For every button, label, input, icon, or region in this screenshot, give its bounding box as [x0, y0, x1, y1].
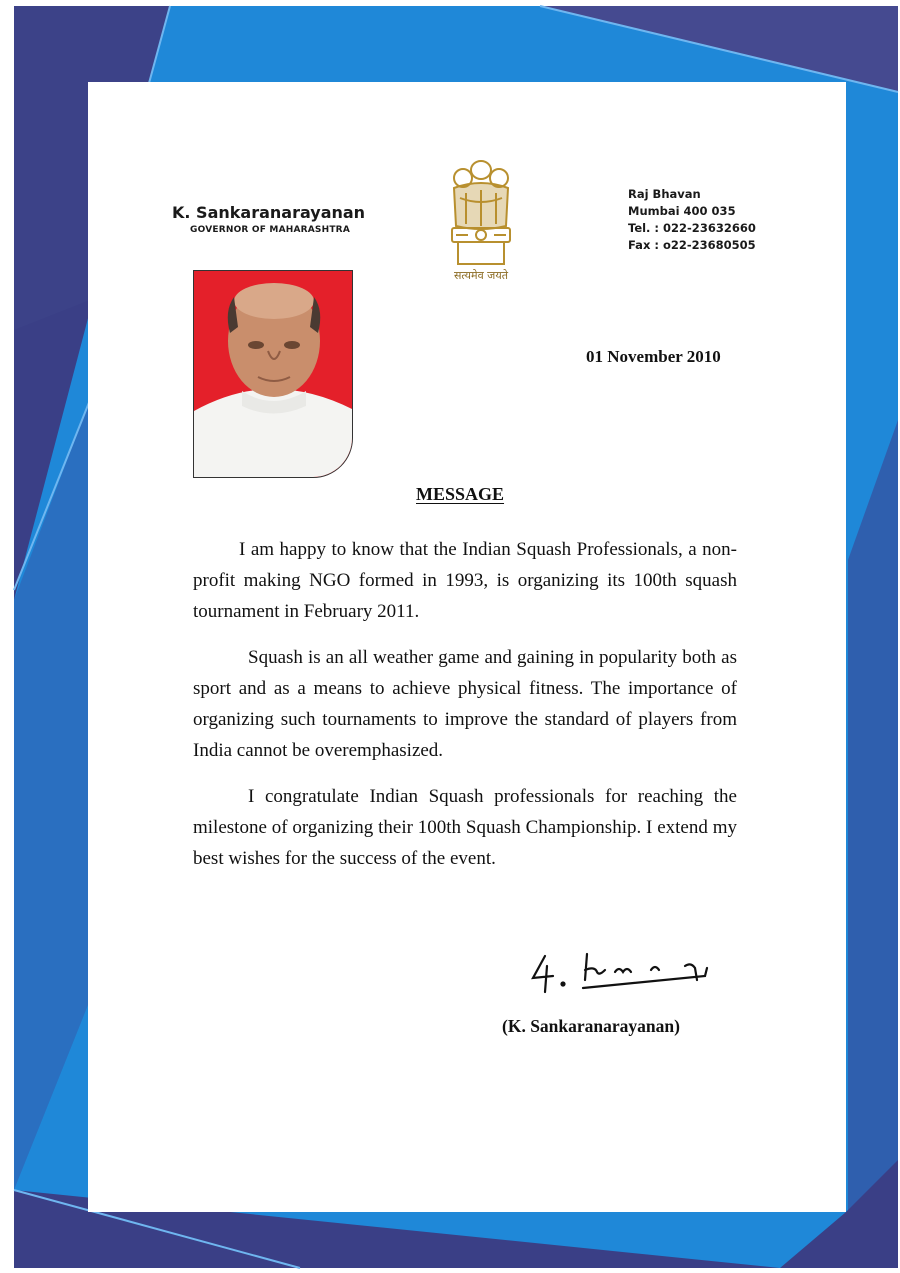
telephone: Tel. : 022-23632660 [628, 221, 756, 235]
national-emblem-icon [436, 148, 526, 288]
message-heading: MESSAGE [416, 484, 505, 504]
handwritten-signature [525, 936, 725, 1006]
paragraph-3: I congratulate Indian Squash professionals for reaching the milestone of organizing their 100th Squash Championship. I extend my best wishes for the success of the event. [193, 786, 737, 869]
emblem-motto: सत्यमेव जयते [453, 269, 508, 282]
paragraph-2: Squash is an all weather game and gaining in popularity both as sport and as a means to achieve physical fitness. The importance of organizing such tournaments to improve the standard of players from India cannot be overemphasized. [193, 647, 737, 761]
governor-name: K. Sankaranarayanan [172, 203, 366, 222]
portrait-photo [193, 270, 353, 478]
portrait-figure [194, 271, 352, 477]
paragraph-1: I am happy to know that the Indian Squash Professionals, a non-profit making NGO formed in 1993, is organizing its 100th squash tournament in February 2011. [193, 539, 737, 622]
letter-date: 01 November 2010 [586, 347, 721, 366]
governor-title: GOVERNOR OF MAHARASHTRA [190, 225, 350, 235]
fax: Fax : o22-23680505 [628, 238, 756, 252]
signatory-name: (K. Sankaranarayanan) [502, 1016, 680, 1036]
address-line-1: Raj Bhavan [628, 187, 701, 201]
address-block [628, 186, 756, 254]
address-line-2: Mumbai 400 035 [628, 204, 736, 218]
